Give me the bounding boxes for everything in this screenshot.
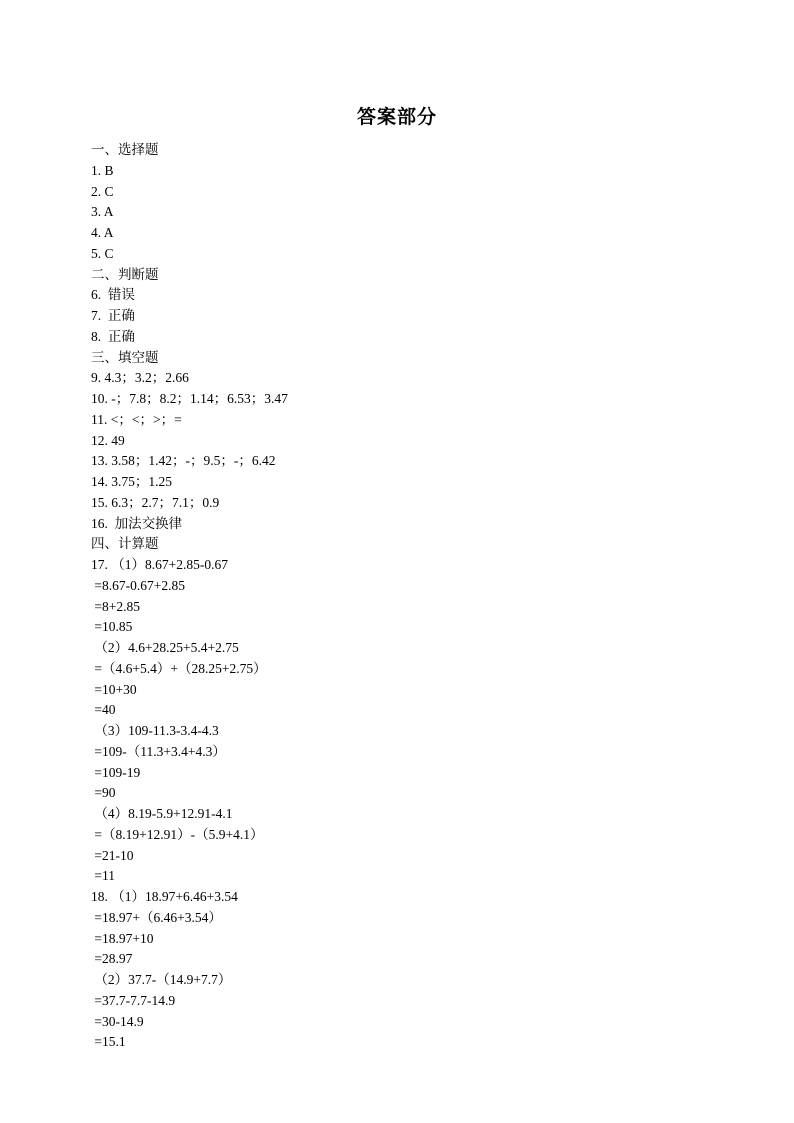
calc-line: =109-（11.3+3.4+4.3）: [91, 743, 226, 759]
calc-line: =10+30: [91, 681, 137, 697]
calc-line: （3）109-11.3-3.4-4.3: [91, 723, 219, 738]
calc-line: =37.7-7.7-14.9: [91, 992, 176, 1008]
answer-list: [91, 140, 731, 1053]
answer-line: 15. 6.3；2.7；7.1；0.9: [91, 494, 220, 510]
section-heading-choice: 一、选择题: [91, 142, 159, 157]
answer-line: 10. -；7.8；8.2；1.14；6.53；3.47: [91, 391, 288, 406]
calc-line: =（8.19+12.91）-（5.9+4.1）: [91, 826, 264, 842]
calc-line: =109-19: [91, 764, 141, 780]
calc-line: =8.67-0.67+2.85: [91, 577, 185, 593]
answer-line: 2. C: [91, 183, 114, 199]
calc-line: =8+2.85: [91, 598, 140, 614]
calc-line: =28.97: [91, 951, 133, 967]
calc-line: =30-14.9: [91, 1013, 144, 1029]
answer-line: 8. 正确: [91, 328, 135, 344]
calc-line: =40: [91, 702, 116, 718]
answer-line: 11. <；<；>；=: [91, 411, 182, 427]
calc-line: =21-10: [91, 847, 134, 863]
answer-line: 16. 加法交换律: [91, 515, 183, 531]
calc-line: （4）8.19-5.9+12.91-4.1: [91, 806, 233, 821]
section-heading-fill-blank: 三、填空题: [91, 349, 159, 365]
calc-line: =18.97+10: [91, 930, 154, 946]
answer-line: 5. C: [91, 245, 114, 261]
calc-line: =18.97+（6.46+3.54）: [91, 909, 222, 925]
answer-line: 6. 错误: [91, 287, 135, 303]
answer-line: 14. 3.75；1.25: [91, 474, 172, 489]
answer-line: 9. 4.3；3.2；2.66: [91, 370, 189, 386]
section-heading-judgement: 二、判断题: [91, 266, 159, 282]
calc-line: 17. （1）8.67+2.85-0.67: [91, 557, 228, 572]
calc-line: 18. （1）18.97+6.46+3.54: [91, 889, 238, 904]
answer-line: 1. B: [91, 162, 114, 178]
calc-line: （2）37.7-（14.9+7.7）: [91, 972, 232, 987]
calc-line: =15.1: [91, 1034, 126, 1050]
answer-line: 12. 49: [91, 432, 125, 448]
answer-line: 4. A: [91, 225, 114, 240]
calc-line: =10.85: [91, 619, 133, 635]
page-title: 答案部分: [356, 107, 437, 128]
calc-line: =90: [91, 785, 116, 801]
calc-line: =（4.6+5.4）+（28.25+2.75）: [91, 660, 267, 676]
answer-line: 7. 正确: [91, 308, 135, 323]
section-heading-calculation: 四、计算题: [91, 536, 159, 552]
answer-line: 13. 3.58；1.42；-；9.5；-；6.42: [91, 453, 276, 469]
calc-line: =11: [91, 868, 115, 884]
answer-line: 3. A: [91, 204, 114, 220]
calc-line: （2）4.6+28.25+5.4+2.75: [91, 640, 239, 655]
